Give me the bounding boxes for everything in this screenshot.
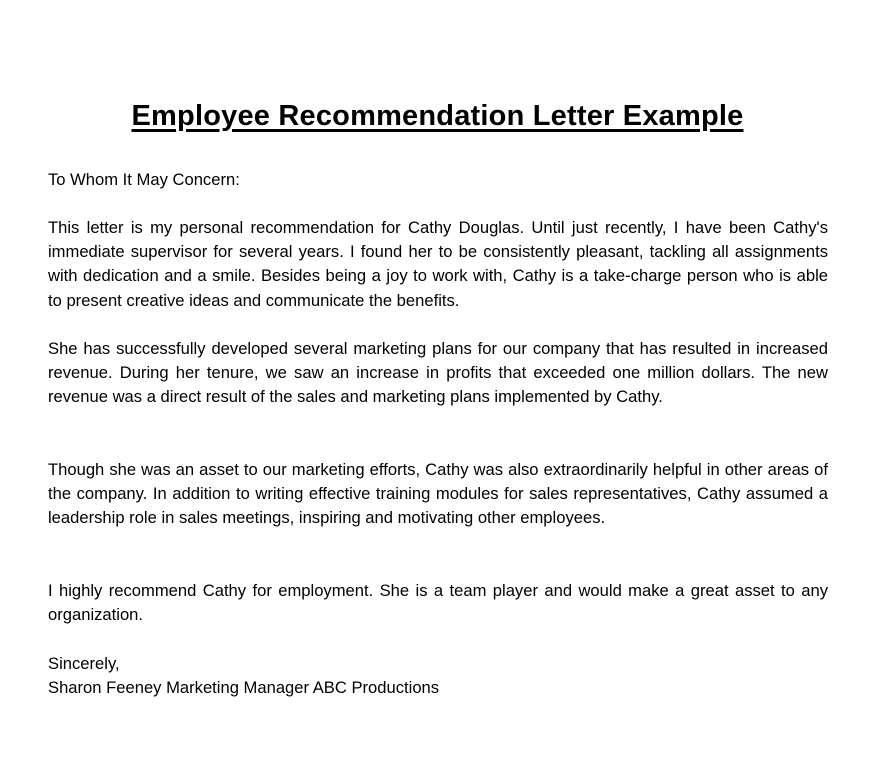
closing-block	[48, 652, 828, 700]
salutation: To Whom It May Concern:	[48, 170, 240, 189]
paragraph-1	[48, 216, 828, 313]
paragraph-text: She has successfully developed several marketing plans for our company that has resulted in increased revenue. During her tenure, we saw an increase in profits that exceeded one million dollars. The new revenue was a direct result of the sales and marketing plans implemented by Cathy.	[48, 339, 828, 407]
paragraph-text: Though she was an asset to our marketing efforts, Cathy was also extraordinarily helpful in other areas of the company. In addition to writing effective training modules for sales representatives, Cathy assumed a leadership role in sales meetings, inspiring and motivating other employees.	[48, 460, 828, 528]
paragraph-2	[48, 337, 828, 410]
closing: Sincerely,	[48, 654, 120, 673]
paragraph-4	[48, 579, 828, 627]
paragraph-text: I highly recommend Cathy for employment. She is a team player and would make a great asset to any organization.	[48, 581, 828, 625]
paragraph-3	[48, 458, 828, 531]
signature: Sharon Feeney Marketing Manager ABC Productions	[48, 678, 440, 698]
document-title: Employee Recommendation Letter Example	[131, 100, 744, 132]
paragraph-text: This letter is my personal recommendation for Cathy Douglas. Until just recently, I have been Cathy's immediate supervisor for several years. I found her to be consistently pleasant, tackling all assignments with dedication and a smile. Besides being a joy to work with, Cathy is a take-charge person who is able to present creative ideas and communicate the benefits.	[48, 218, 828, 310]
